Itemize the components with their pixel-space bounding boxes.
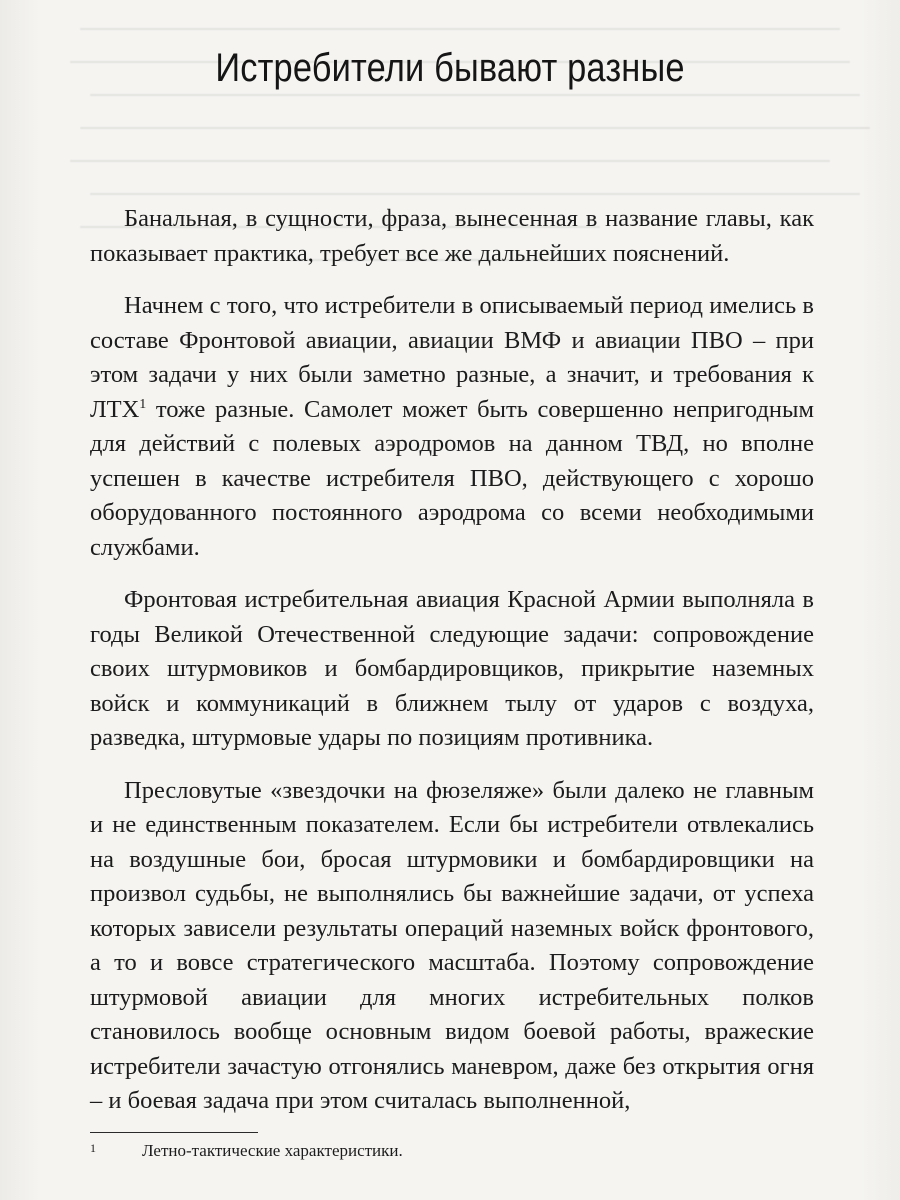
paragraph-2-continued: тоже разные. Самолет может быть совершенно непригодным для действий с полевых аэродромов на данном ТВД, но вполне успешен в качестве истребителя ПВО, действующего с хорошо оборудованного постоянного аэродрома со всеми необходимыми службами. <box>90 395 814 561</box>
paragraph-2 <box>90 289 814 565</box>
footnote-text: Летно-тактические характеристики. <box>142 1141 403 1160</box>
footnote-separator <box>90 1132 258 1133</box>
paragraph-3: Фронтовая истребительная авиация Красной Армии выполняла в годы Великой Отечественной следующие задачи: сопровождение своих штурмовиков и бомбардировщиков, прикрытие наземных войск и коммуникаций в ближнем тылу от ударов с воздуха, разведка, штурмовые удары по позициям противника. <box>90 586 814 751</box>
footnote-reference[interactable]: 1 <box>139 396 147 412</box>
paragraph-1: Банальная, в сущности, фраза, вынесенная в название главы, как показывает практика, требует все же дальнейших пояснений. <box>90 205 814 267</box>
body-text <box>90 202 814 1137</box>
chapter-title: Истребители бывают разные <box>215 46 685 90</box>
footnote <box>90 1138 814 1164</box>
footnote-number: 1 <box>90 1141 96 1155</box>
paragraph-4: Пресловутые «звездочки на фюзеляже» были далеко не главным и не единственным показателем. Если бы истребители отвлекались на воздушные бои, бросая штурмовики и бомбардировщики на произвол судьбы, не выполнялись бы важнейшие задачи, от успеха которых зависели результаты операций наземных войск фронтового, а то и вовсе стратегического масштаба. Поэтому сопровождение штурмовой авиации для многих истребительных полков становилось вообще основным видом боевой работы, вражеские истребители зачастую отгонялись маневром, даже без открытия огня – и боевая задача при этом считалась выполненной, <box>90 776 814 1114</box>
paragraph-2-text: Начнем с того, что истребители в описываемый период имелись в составе Фронтовой авиации, авиации ВМФ и авиации ПВО – при этом задачи у них были заметно разные, а значит, и требования к ЛТХ <box>90 292 814 423</box>
